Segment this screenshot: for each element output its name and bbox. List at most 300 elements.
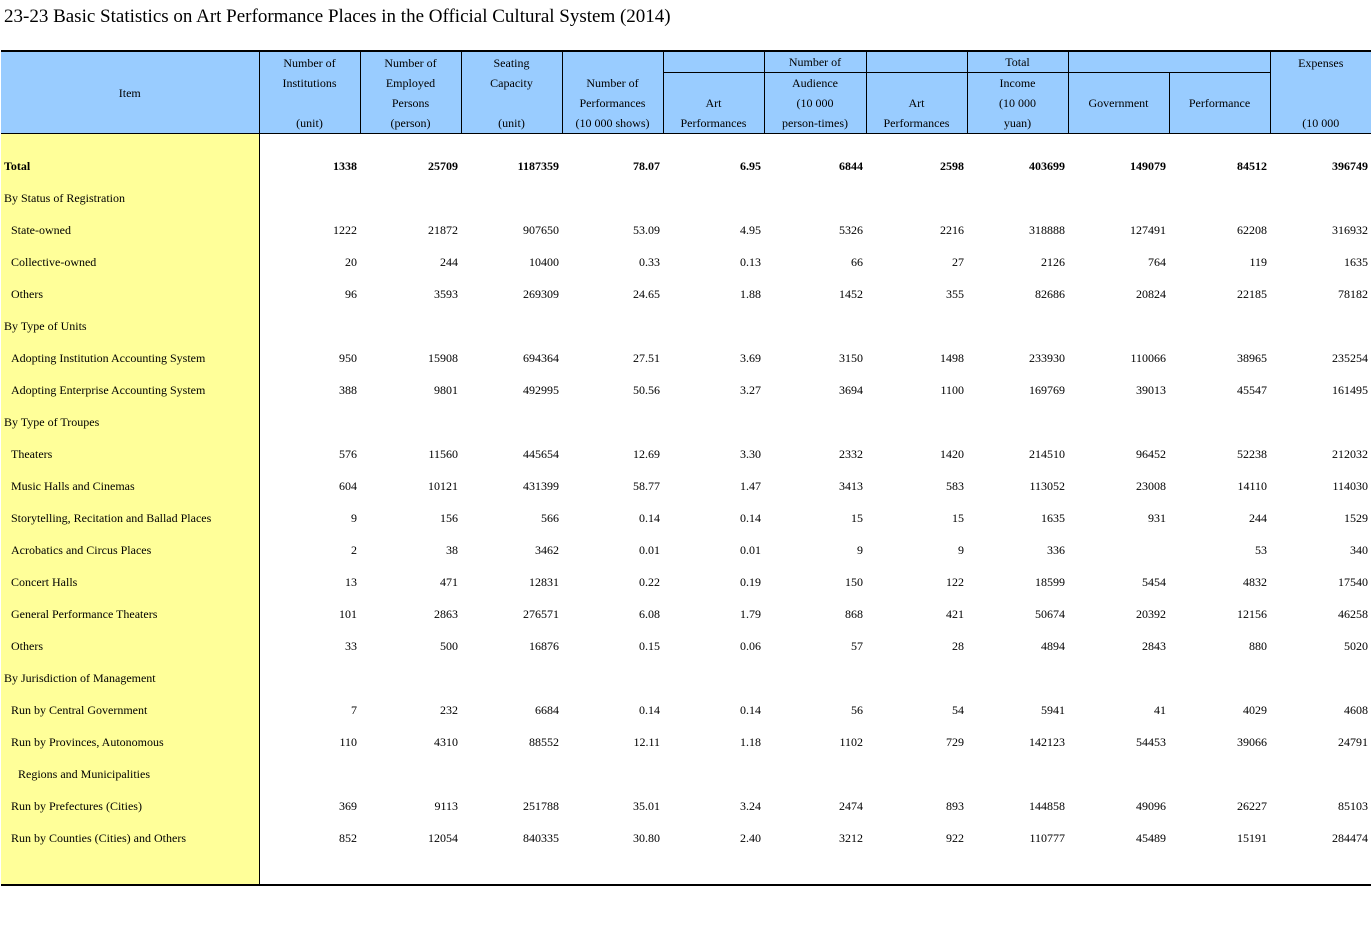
row-value: 6684 bbox=[535, 702, 559, 717]
row-value: 316932 bbox=[1332, 222, 1368, 237]
row-label: Run by Counties (Cities) and Others bbox=[1, 822, 259, 854]
header-institutions: Number of Institutions (unit) bbox=[259, 51, 360, 134]
row-value bbox=[1169, 662, 1270, 694]
row-value: 150 bbox=[845, 574, 863, 589]
row-value: 30.80 bbox=[633, 830, 660, 845]
row-value: 7 bbox=[351, 702, 357, 717]
row-label: Acrobatics and Circus Places bbox=[1, 534, 259, 566]
row-value: 62208 bbox=[1237, 222, 1267, 237]
row-value bbox=[259, 662, 360, 694]
table-row bbox=[1, 630, 1371, 662]
row-value: 244 bbox=[1249, 510, 1267, 525]
row-value: 4832 bbox=[1243, 574, 1267, 589]
row-value: 566 bbox=[541, 510, 559, 525]
row-value bbox=[461, 310, 562, 342]
table-row bbox=[1, 246, 1371, 278]
row-value: 45489 bbox=[1136, 830, 1166, 845]
table-row bbox=[1, 790, 1371, 822]
row-value: 15 bbox=[952, 510, 964, 525]
row-value: 1.88 bbox=[740, 286, 761, 301]
row-value: 9801 bbox=[434, 382, 458, 397]
row-value: 38965 bbox=[1237, 350, 1267, 365]
row-value bbox=[1068, 310, 1169, 342]
row-value: 5020 bbox=[1344, 638, 1368, 653]
row-value: 66 bbox=[851, 254, 863, 269]
row-value: 880 bbox=[1249, 638, 1267, 653]
row-value: 4.95 bbox=[740, 222, 761, 237]
row-value: 39013 bbox=[1136, 382, 1166, 397]
row-value: 471 bbox=[440, 574, 458, 589]
table-row bbox=[1, 694, 1371, 726]
row-value bbox=[866, 182, 967, 214]
row-value: 0.13 bbox=[740, 254, 761, 269]
row-value: 1.18 bbox=[740, 734, 761, 749]
header-audience: Audience (10 000 person-times) bbox=[764, 73, 866, 134]
row-value bbox=[764, 310, 866, 342]
row-value: 868 bbox=[845, 606, 863, 621]
row-label: Regions and Municipalities bbox=[1, 758, 259, 790]
row-value: 1635 bbox=[1041, 510, 1065, 525]
row-value: 3150 bbox=[839, 350, 863, 365]
row-value: 0.01 bbox=[740, 542, 761, 557]
row-value bbox=[562, 662, 663, 694]
row-value: 101 bbox=[339, 606, 357, 621]
row-value: 212032 bbox=[1332, 446, 1368, 461]
row-value: 15 bbox=[851, 510, 863, 525]
row-label: Total bbox=[1, 150, 259, 182]
row-value bbox=[562, 406, 663, 438]
row-value: 88552 bbox=[529, 734, 559, 749]
row-value: 1338 bbox=[333, 158, 357, 173]
row-value: 122 bbox=[946, 574, 964, 589]
row-label: Storytelling, Recitation and Ballad Places bbox=[1, 502, 259, 534]
row-value: 156 bbox=[440, 510, 458, 525]
row-value bbox=[1068, 534, 1169, 566]
row-value: 5941 bbox=[1041, 702, 1065, 717]
header-income-top: Total bbox=[967, 51, 1068, 73]
row-value: 3593 bbox=[434, 286, 458, 301]
row-value: 0.22 bbox=[639, 574, 660, 589]
row-value: 0.14 bbox=[639, 510, 660, 525]
row-value: 84512 bbox=[1237, 158, 1267, 173]
row-value: 1635 bbox=[1344, 254, 1368, 269]
row-value: 22185 bbox=[1237, 286, 1267, 301]
row-value: 369 bbox=[339, 798, 357, 813]
row-value bbox=[461, 406, 562, 438]
row-value: 0.01 bbox=[639, 542, 660, 557]
row-value: 161495 bbox=[1332, 382, 1368, 397]
row-value: 4310 bbox=[434, 734, 458, 749]
row-value: 492995 bbox=[523, 382, 559, 397]
row-value: 12054 bbox=[428, 830, 458, 845]
row-value: 127491 bbox=[1130, 222, 1166, 237]
row-value: 1529 bbox=[1344, 510, 1368, 525]
row-label: Theaters bbox=[1, 438, 259, 470]
row-value: 318888 bbox=[1029, 222, 1065, 237]
row-value: 4894 bbox=[1041, 638, 1065, 653]
row-value bbox=[1270, 310, 1371, 342]
row-value: 0.19 bbox=[740, 574, 761, 589]
row-value: 403699 bbox=[1029, 158, 1065, 173]
row-value: 2.40 bbox=[740, 830, 761, 845]
row-value: 922 bbox=[946, 830, 964, 845]
row-value: 45547 bbox=[1237, 382, 1267, 397]
row-label: Concert Halls bbox=[1, 566, 259, 598]
row-value: 10121 bbox=[428, 478, 458, 493]
row-value bbox=[1068, 662, 1169, 694]
row-value: 0.06 bbox=[740, 638, 761, 653]
row-value bbox=[967, 310, 1068, 342]
row-value: 15908 bbox=[428, 350, 458, 365]
row-value: 421 bbox=[946, 606, 964, 621]
row-value: 729 bbox=[946, 734, 964, 749]
row-label: Run by Central Government bbox=[1, 694, 259, 726]
row-label: General Performance Theaters bbox=[1, 598, 259, 630]
row-value: 1187359 bbox=[517, 158, 559, 173]
row-value: 214510 bbox=[1029, 446, 1065, 461]
row-label: By Jurisdiction of Management bbox=[1, 662, 259, 694]
row-value bbox=[663, 758, 764, 790]
row-value bbox=[1270, 662, 1371, 694]
row-value: 6844 bbox=[839, 158, 863, 173]
header-audience-top: Number of bbox=[764, 51, 866, 73]
row-value: 3212 bbox=[839, 830, 863, 845]
row-label: By Type of Troupes bbox=[1, 406, 259, 438]
row-label: By Status of Registration bbox=[1, 182, 259, 214]
row-value bbox=[360, 310, 461, 342]
row-value: 24791 bbox=[1338, 734, 1368, 749]
row-value: 23008 bbox=[1136, 478, 1166, 493]
row-value: 27 bbox=[952, 254, 964, 269]
row-value: 9 bbox=[958, 542, 964, 557]
row-value: 18599 bbox=[1035, 574, 1065, 589]
row-value bbox=[764, 758, 866, 790]
row-value: 3462 bbox=[535, 542, 559, 557]
row-value: 17540 bbox=[1338, 574, 1368, 589]
header-performances: Number of Performances (10 000 shows) bbox=[562, 51, 663, 134]
row-value: 0.33 bbox=[639, 254, 660, 269]
header-total-income: Income (10 000 yuan) bbox=[967, 73, 1068, 134]
row-value: 21872 bbox=[428, 222, 458, 237]
table-row bbox=[1, 374, 1371, 406]
table-row bbox=[1, 406, 1371, 438]
table-row bbox=[1, 566, 1371, 598]
header-expenses: Expenses (10 000 bbox=[1270, 51, 1371, 134]
header-audience-top-right bbox=[866, 51, 967, 73]
row-value: 340 bbox=[1350, 542, 1368, 557]
row-value bbox=[967, 758, 1068, 790]
row-value bbox=[360, 182, 461, 214]
table-row bbox=[1, 214, 1371, 246]
row-value: 12.11 bbox=[633, 734, 660, 749]
row-value bbox=[663, 310, 764, 342]
row-value: 840335 bbox=[523, 830, 559, 845]
row-value: 284474 bbox=[1332, 830, 1368, 845]
row-value: 50.56 bbox=[633, 382, 660, 397]
table-row bbox=[1, 758, 1371, 790]
row-value: 78182 bbox=[1338, 286, 1368, 301]
row-value: 96 bbox=[345, 286, 357, 301]
table-row bbox=[1, 278, 1371, 310]
table-row bbox=[1, 822, 1371, 854]
row-value bbox=[562, 182, 663, 214]
row-value: 2216 bbox=[940, 222, 964, 237]
row-value: 2843 bbox=[1142, 638, 1166, 653]
row-value: 0.15 bbox=[639, 638, 660, 653]
row-value: 2332 bbox=[839, 446, 863, 461]
row-value: 58.77 bbox=[633, 478, 660, 493]
header-government: Government bbox=[1068, 73, 1169, 134]
row-value: 276571 bbox=[523, 606, 559, 621]
row-value: 244 bbox=[440, 254, 458, 269]
row-value: 6.08 bbox=[639, 606, 660, 621]
row-value bbox=[764, 406, 866, 438]
header-performance: Performance bbox=[1169, 73, 1270, 134]
row-value: 9113 bbox=[434, 798, 458, 813]
row-value bbox=[663, 662, 764, 694]
row-value: 144858 bbox=[1029, 798, 1065, 813]
row-value: 53.09 bbox=[633, 222, 660, 237]
end-spacer-row bbox=[1, 854, 1371, 885]
row-value: 38 bbox=[446, 542, 458, 557]
row-value: 33 bbox=[345, 638, 357, 653]
row-label: Run by Provinces, Autonomous bbox=[1, 726, 259, 758]
row-value: 9 bbox=[351, 510, 357, 525]
row-value: 431399 bbox=[523, 478, 559, 493]
row-value bbox=[360, 758, 461, 790]
row-value: 0.14 bbox=[740, 702, 761, 717]
row-value: 14110 bbox=[1237, 478, 1267, 493]
row-value bbox=[259, 310, 360, 342]
row-value bbox=[259, 182, 360, 214]
row-value: 2863 bbox=[434, 606, 458, 621]
row-value: 2126 bbox=[1041, 254, 1065, 269]
row-value: 3.24 bbox=[740, 798, 761, 813]
row-value: 49096 bbox=[1136, 798, 1166, 813]
row-value: 950 bbox=[339, 350, 357, 365]
row-value: 11560 bbox=[428, 446, 458, 461]
row-value: 232 bbox=[440, 702, 458, 717]
table-row bbox=[1, 598, 1371, 630]
row-value bbox=[866, 310, 967, 342]
row-value: 355 bbox=[946, 286, 964, 301]
row-value: 4608 bbox=[1344, 702, 1368, 717]
row-value: 6.95 bbox=[740, 158, 761, 173]
row-value bbox=[360, 406, 461, 438]
row-value bbox=[764, 662, 866, 694]
row-value: 1420 bbox=[940, 446, 964, 461]
row-value bbox=[663, 182, 764, 214]
row-value: 1498 bbox=[940, 350, 964, 365]
table-row bbox=[1, 470, 1371, 502]
row-value: 852 bbox=[339, 830, 357, 845]
header-performances-top bbox=[663, 51, 764, 73]
row-value: 50674 bbox=[1035, 606, 1065, 621]
row-value: 54453 bbox=[1136, 734, 1166, 749]
table-row bbox=[1, 150, 1371, 182]
row-value: 576 bbox=[339, 446, 357, 461]
row-value bbox=[967, 406, 1068, 438]
row-value bbox=[360, 662, 461, 694]
row-value: 233930 bbox=[1029, 350, 1065, 365]
row-value: 931 bbox=[1148, 510, 1166, 525]
row-label: Others bbox=[1, 630, 259, 662]
row-value: 9 bbox=[857, 542, 863, 557]
row-value bbox=[1270, 182, 1371, 214]
row-value: 3.27 bbox=[740, 382, 761, 397]
header-audience-art: Art Performances bbox=[866, 73, 967, 134]
row-value: 13 bbox=[345, 574, 357, 589]
row-value: 85103 bbox=[1338, 798, 1368, 813]
row-value bbox=[967, 662, 1068, 694]
row-value bbox=[1270, 406, 1371, 438]
row-value: 1452 bbox=[839, 286, 863, 301]
row-value bbox=[259, 406, 360, 438]
row-value: 96452 bbox=[1136, 446, 1166, 461]
row-value: 20824 bbox=[1136, 286, 1166, 301]
row-value: 893 bbox=[946, 798, 964, 813]
row-value: 604 bbox=[339, 478, 357, 493]
row-value bbox=[1169, 182, 1270, 214]
row-value: 2 bbox=[351, 542, 357, 557]
row-value: 907650 bbox=[523, 222, 559, 237]
row-value: 764 bbox=[1148, 254, 1166, 269]
row-value: 53 bbox=[1255, 542, 1267, 557]
row-value: 1.47 bbox=[740, 478, 761, 493]
row-value: 28 bbox=[952, 638, 964, 653]
row-value: 3413 bbox=[839, 478, 863, 493]
row-label: By Type of Units bbox=[1, 310, 259, 342]
row-label: Adopting Enterprise Accounting System bbox=[1, 374, 259, 406]
row-value bbox=[562, 758, 663, 790]
row-value bbox=[663, 406, 764, 438]
row-value bbox=[866, 406, 967, 438]
header-income-top-gov bbox=[1068, 51, 1169, 73]
row-value bbox=[1068, 406, 1169, 438]
table-row bbox=[1, 310, 1371, 342]
row-value: 2474 bbox=[839, 798, 863, 813]
row-value bbox=[967, 182, 1068, 214]
statistics-table bbox=[1, 50, 1371, 886]
row-value: 41 bbox=[1154, 702, 1166, 717]
table-row bbox=[1, 182, 1371, 214]
row-value: 5454 bbox=[1142, 574, 1166, 589]
row-value: 235254 bbox=[1332, 350, 1368, 365]
row-value: 445654 bbox=[523, 446, 559, 461]
row-value: 27.51 bbox=[633, 350, 660, 365]
spacer-row bbox=[1, 134, 1371, 151]
row-value: 251788 bbox=[523, 798, 559, 813]
row-value: 1100 bbox=[940, 382, 964, 397]
row-label: Collective-owned bbox=[1, 246, 259, 278]
row-label: State-owned bbox=[1, 214, 259, 246]
row-value: 110 bbox=[339, 734, 357, 749]
row-value: 149079 bbox=[1130, 158, 1166, 173]
row-value: 15191 bbox=[1237, 830, 1267, 845]
row-value: 3.30 bbox=[740, 446, 761, 461]
table-row bbox=[1, 534, 1371, 566]
row-value: 25709 bbox=[428, 158, 458, 173]
row-value: 3.69 bbox=[740, 350, 761, 365]
row-value: 500 bbox=[440, 638, 458, 653]
row-value: 35.01 bbox=[633, 798, 660, 813]
header-seating-capacity: Seating Capacity (unit) bbox=[461, 51, 562, 134]
row-value: 16876 bbox=[529, 638, 559, 653]
row-value: 39066 bbox=[1237, 734, 1267, 749]
row-value: 12156 bbox=[1237, 606, 1267, 621]
row-value bbox=[866, 758, 967, 790]
row-value: 1222 bbox=[333, 222, 357, 237]
table-row bbox=[1, 662, 1371, 694]
row-value: 5326 bbox=[839, 222, 863, 237]
row-value: 26227 bbox=[1237, 798, 1267, 813]
row-value: 0.14 bbox=[639, 702, 660, 717]
row-value: 114030 bbox=[1332, 478, 1368, 493]
row-value: 142123 bbox=[1029, 734, 1065, 749]
row-value: 2598 bbox=[940, 158, 964, 173]
row-value bbox=[1169, 406, 1270, 438]
row-value: 46258 bbox=[1338, 606, 1368, 621]
row-value bbox=[1169, 310, 1270, 342]
row-value bbox=[461, 662, 562, 694]
row-value: 169769 bbox=[1029, 382, 1065, 397]
row-value bbox=[1068, 758, 1169, 790]
row-value bbox=[461, 182, 562, 214]
row-value: 1102 bbox=[839, 734, 863, 749]
row-value: 10400 bbox=[529, 254, 559, 269]
row-value: 20 bbox=[345, 254, 357, 269]
table-row bbox=[1, 438, 1371, 470]
row-value: 583 bbox=[946, 478, 964, 493]
row-value: 113052 bbox=[1029, 478, 1065, 493]
row-value: 336 bbox=[1047, 542, 1065, 557]
row-value: 694364 bbox=[523, 350, 559, 365]
table-row bbox=[1, 726, 1371, 758]
row-value: 3694 bbox=[839, 382, 863, 397]
header-performances-art: Art Performances bbox=[663, 73, 764, 134]
header-income-top-perf bbox=[1169, 51, 1270, 73]
row-label: Music Halls and Cinemas bbox=[1, 470, 259, 502]
row-value: 110066 bbox=[1130, 350, 1166, 365]
row-value bbox=[562, 310, 663, 342]
row-value: 396749 bbox=[1332, 158, 1368, 173]
row-value: 388 bbox=[339, 382, 357, 397]
row-value: 82686 bbox=[1035, 286, 1065, 301]
row-value: 57 bbox=[851, 638, 863, 653]
table-row bbox=[1, 342, 1371, 374]
header-item: Item bbox=[1, 51, 259, 134]
row-value: 12.69 bbox=[633, 446, 660, 461]
row-value: 0.14 bbox=[740, 510, 761, 525]
row-value bbox=[866, 662, 967, 694]
row-value: 4029 bbox=[1243, 702, 1267, 717]
row-label: Adopting Institution Accounting System bbox=[1, 342, 259, 374]
row-value: 52238 bbox=[1237, 446, 1267, 461]
row-value bbox=[259, 758, 360, 790]
row-value bbox=[461, 758, 562, 790]
row-value bbox=[1169, 758, 1270, 790]
row-label: Others bbox=[1, 278, 259, 310]
row-value: 24.65 bbox=[633, 286, 660, 301]
header-employed-persons: Number of Employed Persons (person) bbox=[360, 51, 461, 134]
table-title: 23-23 Basic Statistics on Art Performance Places in the Official Cultural System (2014) bbox=[4, 6, 671, 27]
row-value: 56 bbox=[851, 702, 863, 717]
row-value: 54 bbox=[952, 702, 964, 717]
row-value: 269309 bbox=[523, 286, 559, 301]
table-row bbox=[1, 502, 1371, 534]
row-value: 12831 bbox=[529, 574, 559, 589]
row-label: Run by Prefectures (Cities) bbox=[1, 790, 259, 822]
